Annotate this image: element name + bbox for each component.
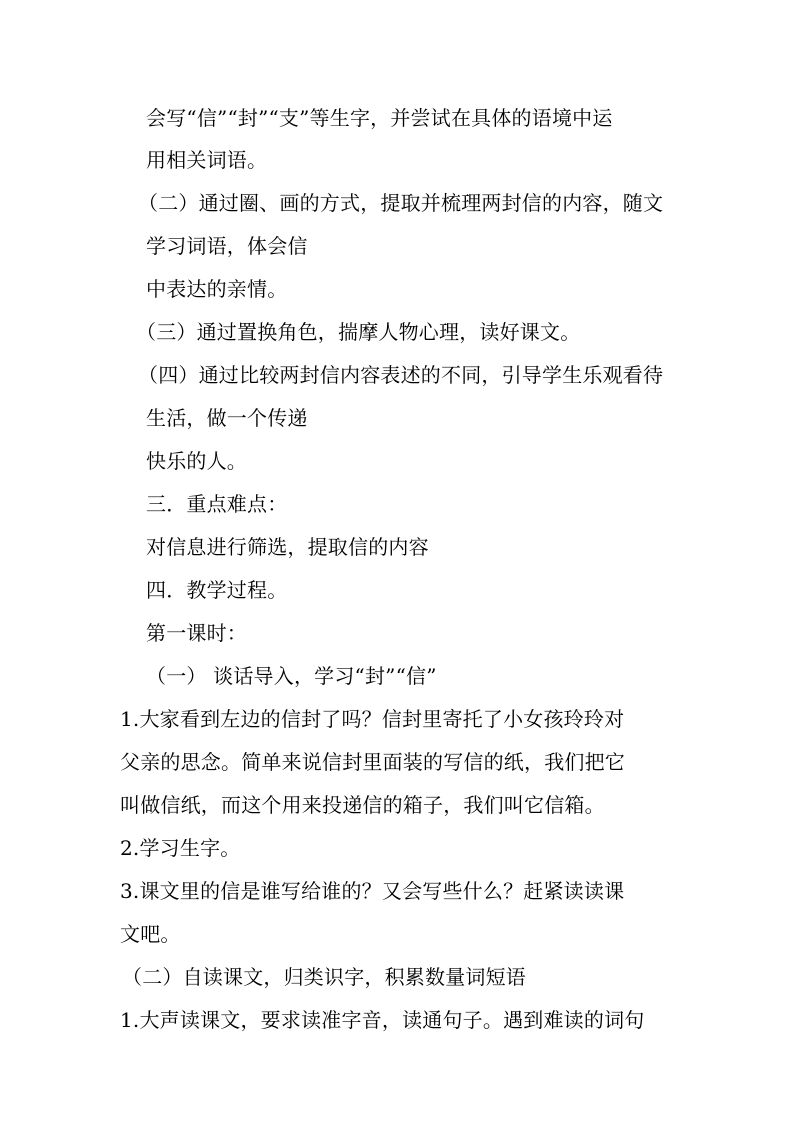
subsection-heading: （二）自读课文，归类识字，积累数量词短语 xyxy=(122,965,526,989)
text-line: 文吧。 xyxy=(120,922,181,946)
text-line: 生活，做一个传递 xyxy=(146,406,308,430)
text-line: 1.大家看到左边的信封了吗？信封里寄托了小女孩玲玲对 xyxy=(120,707,625,731)
text-line: 父亲的思念。简单来说信封里面装的写信的纸，我们把它 xyxy=(120,750,625,774)
section-heading: 三．重点难点： xyxy=(146,492,288,516)
text-line: 对信息进行筛选，提取信的内容 xyxy=(146,535,429,559)
text-line: （二）通过圈、画的方式，提取并梳理两封信的内容，随文 xyxy=(138,191,664,215)
text-line: 学习词语，体会信 xyxy=(146,234,308,258)
subsection-heading: （一） 谈话导入，学习“封”“信” xyxy=(146,664,437,688)
text-line: 2.学习生字。 xyxy=(120,836,241,860)
text-line: 叫做信纸，而这个用来投递信的箱子，我们叫它信箱。 xyxy=(120,793,605,817)
text-line: 快乐的人。 xyxy=(146,449,247,473)
text-line: 会写“信”“封”“支”等生字，并尝试在具体的语境中运 xyxy=(146,106,613,130)
text-line: （三）通过置换角色，揣摩人物心理，读好课文。 xyxy=(136,320,581,344)
subsection-heading: 第一课时： xyxy=(146,621,247,645)
section-heading: 四．教学过程。 xyxy=(146,578,288,602)
text-line: 1.大声读课文，要求读准字音，读通句子。遇到难读的词句 xyxy=(120,1008,645,1032)
text-line: 中表达的亲情。 xyxy=(146,277,288,301)
text-line: 用相关词语。 xyxy=(146,148,268,172)
text-line: 3.课文里的信是谁写给谁的？又会写些什么？赶紧读读课 xyxy=(120,879,625,903)
text-line: （四）通过比较两封信内容表述的不同，引导学生乐观看待 xyxy=(138,363,664,387)
